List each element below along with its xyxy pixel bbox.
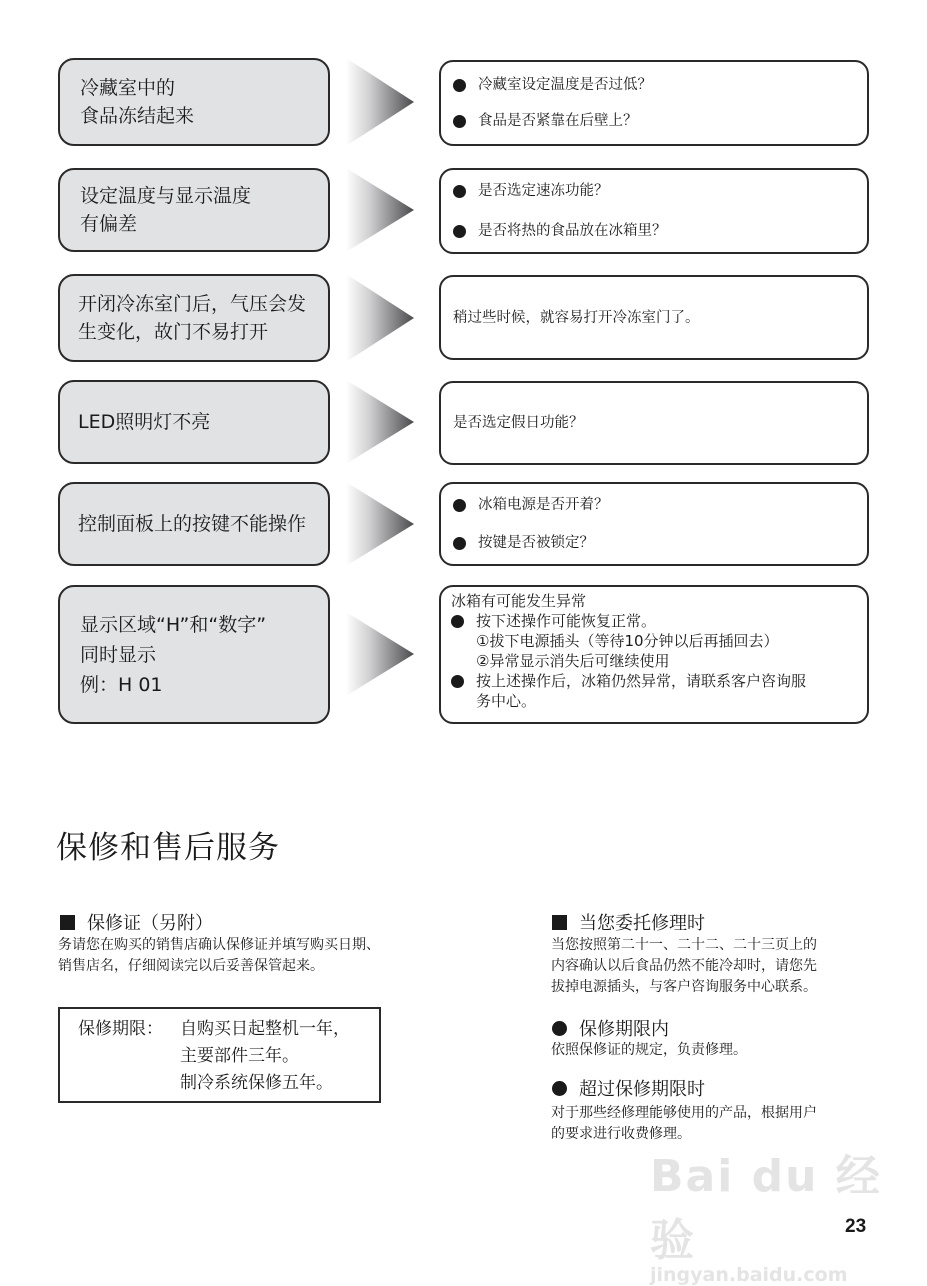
para-line: 销售店名，仔细阅读完以后妥善保管起来。 [58, 958, 324, 974]
symptom-text: 食品冻结起来 [80, 105, 195, 127]
remedy-box-4 [439, 381, 869, 465]
symptom-box-5 [58, 482, 330, 566]
symptom-text: 冷藏室中的 [80, 77, 176, 99]
arrow-icon [346, 274, 414, 362]
symptom-text: 控制面板上的按键不能操作 [78, 513, 307, 535]
para-line: 当您按照第二十一、二十二、二十三页上的 [551, 937, 817, 953]
within-warranty-heading [552, 1015, 669, 1041]
symptom-text: 显示区域“H”和“数字” [80, 613, 267, 636]
remedy-box-3 [439, 275, 869, 360]
warranty-line: 自购买日起整机一年， [180, 1019, 350, 1039]
arrow-icon [346, 482, 414, 566]
section-title: 保修和售后服务 [56, 830, 280, 866]
repair-request-heading [552, 909, 705, 935]
bullet-icon [453, 79, 466, 92]
remedy-item-cont: 务中心。 [476, 692, 537, 710]
symptom-text: 设定温度与显示温度 [80, 185, 252, 207]
heading-text: 当您委托修理时 [579, 913, 705, 934]
watermark-url: jingyan.baidu.com [650, 1264, 848, 1286]
remedy-item: 食品是否紧靠在后壁上？ [478, 113, 638, 129]
remedy-item: 是否选定速冻功能？ [478, 183, 609, 199]
bullet-icon [451, 675, 464, 688]
bullet-icon [453, 225, 466, 238]
heading-text: 保修证（另附） [87, 913, 213, 934]
after-warranty-text [551, 1103, 817, 1145]
arrow-icon [346, 612, 414, 696]
watermark-logo: Bai du 经验 [650, 1151, 882, 1266]
bullet-icon [453, 499, 466, 512]
remedy-step: ①拔下电源插头（等待10分钟以后再插回去） [476, 632, 779, 650]
warranty-card-heading [60, 909, 213, 935]
para-line: 务请您在购买的销售店确认保修证并填写购买日期、 [58, 937, 380, 953]
symptom-text: 生变化，故门不易打开 [78, 321, 269, 343]
arrow-icon [346, 380, 414, 464]
warranty-line: 制冷系统保修五年。 [180, 1073, 333, 1093]
symptom-text: 同时显示 [80, 643, 157, 666]
bullet-icon [552, 1081, 567, 1096]
remedy-item: 是否将热的食品放在冰箱里？ [478, 223, 667, 239]
symptom-text: LED照明灯不亮 [78, 411, 211, 433]
para-line: 内容确认以后食品仍然不能冷却时，请您先 [551, 958, 817, 974]
remedy-item: 冷藏室设定温度是否过低？ [478, 77, 652, 93]
remedy-box-1 [439, 60, 869, 146]
repair-request-text [551, 935, 817, 998]
symptom-box-6 [58, 585, 330, 724]
remedy-box-2 [439, 168, 869, 254]
arrow-icon [346, 168, 414, 252]
arrow-icon [346, 58, 414, 146]
symptom-box-2 [58, 168, 330, 252]
remedy-text: 是否选定假日功能？ [453, 415, 584, 431]
baidu-watermark [650, 1140, 927, 1286]
remedy-box-5 [439, 482, 869, 566]
remedy-text: 稍过些时候，就容易打开冷冻室门了。 [453, 309, 700, 326]
bullet-icon [451, 615, 464, 628]
heading-text: 保修期限内 [579, 1019, 669, 1040]
remedy-box-6 [439, 585, 869, 724]
page-number: 23 [845, 1216, 867, 1237]
symptom-text: 例：H 01 [80, 673, 163, 696]
symptom-text: 开闭冷冻室门后，气压会发 [78, 293, 307, 315]
remedy-item: 冰箱电源是否开着？ [478, 497, 609, 513]
remedy-heading: 冰箱有可能发生异常 [451, 592, 587, 610]
warranty-label: 保修期限： [78, 1019, 163, 1039]
warranty-period-box [58, 1007, 381, 1103]
after-warranty-heading [552, 1075, 705, 1101]
remedy-item: 按上述操作后，冰箱仍然异常，请联系客户咨询服 [476, 672, 807, 690]
symptom-box-3 [58, 274, 330, 362]
remedy-step: ②异常显示消失后可继续使用 [476, 652, 670, 670]
symptom-box-1 [58, 58, 330, 146]
para-line: 拔掉电源插头，与客户咨询服务中心联系。 [551, 979, 817, 995]
remedy-item: 按键是否被锁定？ [478, 535, 594, 551]
within-warranty-text [551, 1040, 747, 1061]
symptom-text: 有偏差 [80, 213, 138, 235]
remedy-item: 按下述操作可能恢复正常。 [476, 612, 657, 630]
bullet-icon [453, 537, 466, 550]
square-bullet-icon [60, 915, 75, 930]
bullet-icon [552, 1021, 567, 1036]
warranty-card-text [58, 935, 380, 977]
bullet-icon [453, 185, 466, 198]
symptom-box-4 [58, 380, 330, 464]
warranty-line: 主要部件三年。 [180, 1046, 299, 1066]
bullet-icon [453, 115, 466, 128]
para-line: 的要求进行收费修理。 [551, 1126, 691, 1142]
square-bullet-icon [552, 915, 567, 930]
heading-text: 超过保修期限时 [579, 1079, 705, 1100]
para-line: 依照保修证的规定，负责修理。 [551, 1042, 747, 1058]
para-line: 对于那些经修理能够使用的产品，根据用户 [551, 1105, 817, 1121]
